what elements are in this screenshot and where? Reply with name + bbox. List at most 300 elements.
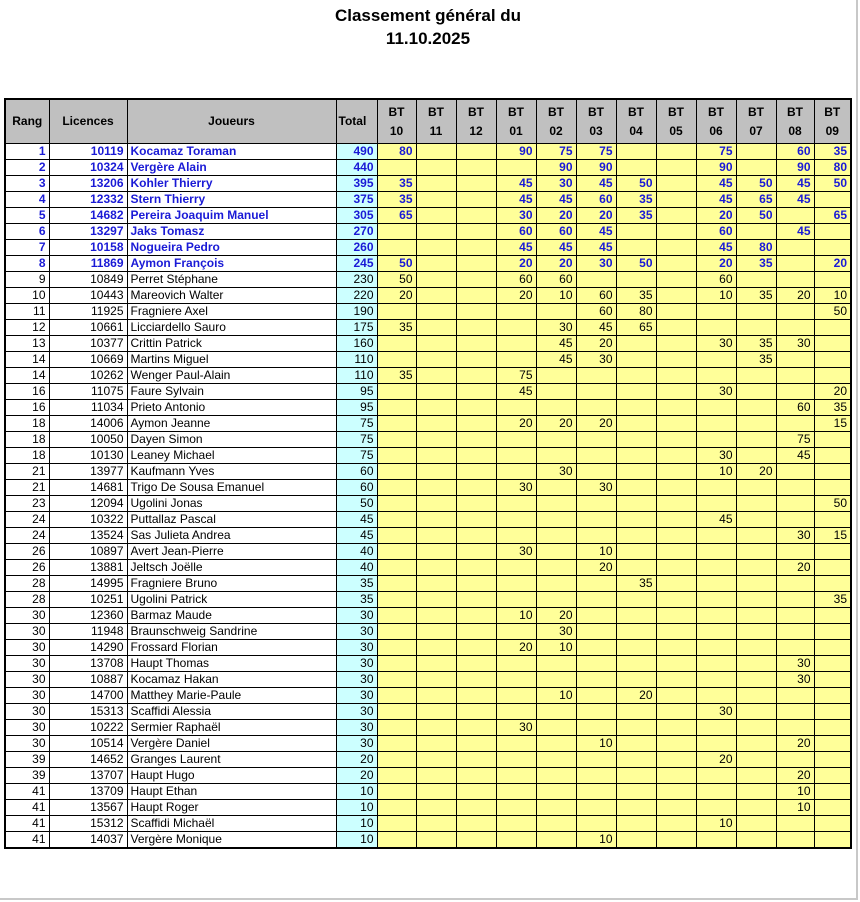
table-row bbox=[5, 144, 851, 160]
points-cell bbox=[814, 192, 851, 208]
points-cell: 60 bbox=[776, 144, 814, 160]
points-cell: 60 bbox=[776, 400, 814, 416]
table-row bbox=[5, 688, 851, 704]
table-row bbox=[5, 352, 851, 368]
points-cell bbox=[576, 576, 616, 592]
points-cell bbox=[736, 160, 776, 176]
licence-cell: 10377 bbox=[49, 336, 127, 352]
points-cell: 50 bbox=[736, 208, 776, 224]
points-cell: 80 bbox=[814, 160, 851, 176]
points-cell bbox=[456, 800, 496, 816]
points-cell bbox=[377, 544, 416, 560]
header-bt-label: BT bbox=[468, 104, 484, 119]
player-name-cell: Aymon François bbox=[127, 256, 336, 272]
points-cell bbox=[377, 480, 416, 496]
points-cell bbox=[576, 496, 616, 512]
points-cell: 20 bbox=[696, 752, 736, 768]
points-cell: 35 bbox=[377, 368, 416, 384]
points-cell bbox=[456, 256, 496, 272]
points-cell bbox=[736, 512, 776, 528]
points-cell bbox=[616, 816, 656, 832]
points-cell: 20 bbox=[496, 416, 536, 432]
points-cell bbox=[776, 592, 814, 608]
points-cell bbox=[656, 256, 696, 272]
points-cell bbox=[814, 512, 851, 528]
header-bt-04 bbox=[616, 99, 656, 144]
rank-cell: 30 bbox=[5, 624, 49, 640]
points-cell bbox=[696, 480, 736, 496]
header-bt-label: BT bbox=[428, 104, 444, 119]
points-cell bbox=[696, 784, 736, 800]
header-bt-02 bbox=[536, 99, 576, 144]
points-cell bbox=[377, 672, 416, 688]
player-name-cell: Sas Julieta Andrea bbox=[127, 528, 336, 544]
points-cell: 35 bbox=[377, 176, 416, 192]
licence-cell: 14006 bbox=[49, 416, 127, 432]
points-cell: 45 bbox=[536, 192, 576, 208]
points-cell bbox=[656, 352, 696, 368]
points-cell bbox=[656, 464, 696, 480]
header-bt-number: 03 bbox=[589, 123, 603, 138]
points-cell bbox=[576, 432, 616, 448]
points-cell bbox=[456, 528, 496, 544]
header-bt-08 bbox=[776, 99, 814, 144]
points-cell: 30 bbox=[496, 720, 536, 736]
licence-cell: 11925 bbox=[49, 304, 127, 320]
points-cell bbox=[616, 720, 656, 736]
rank-cell: 41 bbox=[5, 800, 49, 816]
rank-cell: 30 bbox=[5, 688, 49, 704]
points-cell: 90 bbox=[496, 144, 536, 160]
licence-cell: 10119 bbox=[49, 144, 127, 160]
licence-cell: 10849 bbox=[49, 272, 127, 288]
points-cell: 20 bbox=[377, 288, 416, 304]
points-cell bbox=[576, 448, 616, 464]
points-cell bbox=[377, 752, 416, 768]
licence-cell: 12094 bbox=[49, 496, 127, 512]
points-cell bbox=[736, 672, 776, 688]
points-cell: 10 bbox=[776, 800, 814, 816]
table-row bbox=[5, 416, 851, 432]
points-cell bbox=[776, 208, 814, 224]
points-cell: 75 bbox=[776, 432, 814, 448]
table-row bbox=[5, 576, 851, 592]
total-cell: 490 bbox=[336, 144, 377, 160]
points-cell: 20 bbox=[776, 560, 814, 576]
points-cell bbox=[656, 832, 696, 849]
rank-cell: 41 bbox=[5, 832, 49, 849]
table-row bbox=[5, 256, 851, 272]
points-cell bbox=[814, 688, 851, 704]
points-cell bbox=[814, 672, 851, 688]
points-cell bbox=[656, 432, 696, 448]
table-row bbox=[5, 544, 851, 560]
points-cell bbox=[496, 752, 536, 768]
points-cell bbox=[456, 160, 496, 176]
points-cell bbox=[416, 352, 456, 368]
points-cell: 80 bbox=[616, 304, 656, 320]
points-cell bbox=[696, 592, 736, 608]
points-cell bbox=[456, 576, 496, 592]
points-cell bbox=[377, 608, 416, 624]
points-cell bbox=[776, 816, 814, 832]
points-cell bbox=[776, 576, 814, 592]
points-cell bbox=[377, 352, 416, 368]
page-title bbox=[0, 4, 856, 50]
points-cell bbox=[456, 688, 496, 704]
points-cell bbox=[536, 832, 576, 849]
points-cell bbox=[736, 832, 776, 849]
points-cell bbox=[616, 608, 656, 624]
total-cell: 75 bbox=[336, 432, 377, 448]
total-cell: 305 bbox=[336, 208, 377, 224]
points-cell bbox=[416, 544, 456, 560]
points-cell: 35 bbox=[736, 352, 776, 368]
points-cell bbox=[496, 448, 536, 464]
table-row bbox=[5, 336, 851, 352]
points-cell bbox=[736, 304, 776, 320]
licence-cell: 10514 bbox=[49, 736, 127, 752]
player-name-cell: Ugolini Jonas bbox=[127, 496, 336, 512]
points-cell: 20 bbox=[536, 608, 576, 624]
points-cell bbox=[456, 400, 496, 416]
points-cell bbox=[456, 736, 496, 752]
points-cell bbox=[736, 368, 776, 384]
points-cell bbox=[776, 320, 814, 336]
points-cell bbox=[776, 512, 814, 528]
points-cell bbox=[616, 432, 656, 448]
player-name-cell: Dayen Simon bbox=[127, 432, 336, 448]
points-cell bbox=[536, 384, 576, 400]
points-cell bbox=[456, 672, 496, 688]
licence-cell: 13206 bbox=[49, 176, 127, 192]
points-cell bbox=[814, 768, 851, 784]
points-cell bbox=[536, 672, 576, 688]
points-cell bbox=[456, 752, 496, 768]
rank-cell: 30 bbox=[5, 640, 49, 656]
points-cell bbox=[616, 768, 656, 784]
points-cell bbox=[576, 720, 616, 736]
points-cell bbox=[616, 160, 656, 176]
points-cell bbox=[776, 704, 814, 720]
total-cell: 230 bbox=[336, 272, 377, 288]
points-cell: 15 bbox=[814, 528, 851, 544]
points-cell bbox=[616, 240, 656, 256]
licence-cell: 11948 bbox=[49, 624, 127, 640]
points-cell: 30 bbox=[696, 336, 736, 352]
points-cell bbox=[776, 624, 814, 640]
player-name-cell: Prieto Antonio bbox=[127, 400, 336, 416]
rank-cell: 9 bbox=[5, 272, 49, 288]
player-name-cell: Crittin Patrick bbox=[127, 336, 336, 352]
points-cell bbox=[656, 144, 696, 160]
points-cell bbox=[456, 496, 496, 512]
points-cell: 35 bbox=[814, 592, 851, 608]
header-bt-10 bbox=[377, 99, 416, 144]
points-cell bbox=[814, 608, 851, 624]
licence-cell: 12360 bbox=[49, 608, 127, 624]
points-cell: 60 bbox=[576, 304, 616, 320]
points-cell bbox=[814, 656, 851, 672]
total-cell: 30 bbox=[336, 656, 377, 672]
licence-cell: 10158 bbox=[49, 240, 127, 256]
rank-cell: 2 bbox=[5, 160, 49, 176]
total-cell: 270 bbox=[336, 224, 377, 240]
total-cell: 95 bbox=[336, 400, 377, 416]
rank-cell: 21 bbox=[5, 480, 49, 496]
header-bt-number: 10 bbox=[389, 123, 404, 138]
rank-cell: 13 bbox=[5, 336, 49, 352]
points-cell bbox=[456, 784, 496, 800]
rank-cell: 26 bbox=[5, 544, 49, 560]
points-cell: 50 bbox=[616, 176, 656, 192]
points-cell bbox=[496, 320, 536, 336]
header-bt-number: 04 bbox=[629, 123, 643, 138]
points-cell bbox=[776, 416, 814, 432]
points-cell bbox=[616, 704, 656, 720]
total-cell: 220 bbox=[336, 288, 377, 304]
points-cell: 10 bbox=[696, 288, 736, 304]
points-cell bbox=[814, 464, 851, 480]
points-cell bbox=[496, 304, 536, 320]
points-cell: 10 bbox=[536, 688, 576, 704]
points-cell: 10 bbox=[576, 736, 616, 752]
header-bt-label: BT bbox=[388, 104, 405, 119]
points-cell bbox=[496, 784, 536, 800]
points-cell bbox=[456, 352, 496, 368]
rank-cell: 39 bbox=[5, 752, 49, 768]
points-cell: 20 bbox=[736, 464, 776, 480]
points-cell bbox=[776, 352, 814, 368]
points-cell bbox=[416, 496, 456, 512]
points-cell bbox=[736, 784, 776, 800]
points-cell bbox=[696, 768, 736, 784]
table-row bbox=[5, 240, 851, 256]
header-rang: Rang bbox=[5, 99, 49, 144]
table-header bbox=[5, 99, 851, 144]
points-cell: 10 bbox=[776, 784, 814, 800]
points-cell bbox=[456, 144, 496, 160]
points-cell: 20 bbox=[536, 208, 576, 224]
points-cell bbox=[456, 464, 496, 480]
points-cell bbox=[576, 688, 616, 704]
points-cell bbox=[536, 560, 576, 576]
player-name-cell: Fragniere Axel bbox=[127, 304, 336, 320]
points-cell bbox=[416, 800, 456, 816]
licence-cell: 11075 bbox=[49, 384, 127, 400]
header-bt-label: BT bbox=[824, 104, 841, 119]
table-row bbox=[5, 176, 851, 192]
points-cell bbox=[496, 400, 536, 416]
table-row bbox=[5, 784, 851, 800]
title-line-2: 11.10.2025 bbox=[385, 29, 471, 48]
licence-cell: 10322 bbox=[49, 512, 127, 528]
header-bt-label: BT bbox=[588, 104, 604, 119]
points-cell bbox=[536, 736, 576, 752]
points-cell bbox=[616, 784, 656, 800]
total-cell: 260 bbox=[336, 240, 377, 256]
points-cell bbox=[656, 192, 696, 208]
points-cell bbox=[416, 736, 456, 752]
points-cell bbox=[416, 416, 456, 432]
points-cell bbox=[616, 336, 656, 352]
points-cell bbox=[656, 640, 696, 656]
points-cell bbox=[696, 304, 736, 320]
points-cell bbox=[496, 592, 536, 608]
points-cell bbox=[536, 512, 576, 528]
rank-cell: 12 bbox=[5, 320, 49, 336]
points-cell bbox=[656, 512, 696, 528]
points-cell bbox=[377, 464, 416, 480]
header-bt-label: BT bbox=[708, 104, 724, 119]
points-cell bbox=[496, 832, 536, 849]
points-cell bbox=[814, 272, 851, 288]
points-cell bbox=[416, 336, 456, 352]
points-cell: 65 bbox=[736, 192, 776, 208]
total-cell: 30 bbox=[336, 624, 377, 640]
points-cell: 20 bbox=[616, 688, 656, 704]
points-cell bbox=[776, 480, 814, 496]
points-cell bbox=[576, 624, 616, 640]
points-cell: 50 bbox=[616, 256, 656, 272]
points-cell: 35 bbox=[814, 144, 851, 160]
header-bt-03 bbox=[576, 99, 616, 144]
licence-cell: 13708 bbox=[49, 656, 127, 672]
points-cell bbox=[776, 720, 814, 736]
total-cell: 50 bbox=[336, 496, 377, 512]
header-bt-09 bbox=[814, 99, 851, 144]
points-cell bbox=[696, 624, 736, 640]
points-cell: 60 bbox=[696, 272, 736, 288]
points-cell bbox=[814, 544, 851, 560]
points-cell bbox=[536, 784, 576, 800]
points-cell bbox=[416, 832, 456, 849]
header-bt-label: BT bbox=[628, 104, 644, 119]
points-cell: 35 bbox=[377, 320, 416, 336]
table-row bbox=[5, 672, 851, 688]
points-cell: 60 bbox=[496, 272, 536, 288]
total-cell: 95 bbox=[336, 384, 377, 400]
points-cell bbox=[776, 240, 814, 256]
points-cell bbox=[416, 816, 456, 832]
points-cell bbox=[776, 256, 814, 272]
points-cell bbox=[456, 448, 496, 464]
licence-cell: 14290 bbox=[49, 640, 127, 656]
points-cell: 50 bbox=[377, 272, 416, 288]
points-cell bbox=[536, 432, 576, 448]
points-cell bbox=[377, 304, 416, 320]
points-cell bbox=[416, 656, 456, 672]
points-cell bbox=[576, 464, 616, 480]
points-cell bbox=[656, 560, 696, 576]
points-cell bbox=[576, 816, 616, 832]
licence-cell: 10251 bbox=[49, 592, 127, 608]
points-cell bbox=[496, 160, 536, 176]
points-cell bbox=[656, 752, 696, 768]
total-cell: 35 bbox=[336, 592, 377, 608]
points-cell bbox=[656, 784, 696, 800]
points-cell bbox=[616, 352, 656, 368]
table-row bbox=[5, 464, 851, 480]
table-row bbox=[5, 736, 851, 752]
rank-cell: 14 bbox=[5, 368, 49, 384]
points-cell bbox=[736, 800, 776, 816]
total-cell: 30 bbox=[336, 736, 377, 752]
points-cell: 20 bbox=[814, 384, 851, 400]
points-cell: 20 bbox=[576, 336, 616, 352]
points-cell: 20 bbox=[814, 256, 851, 272]
points-cell: 60 bbox=[576, 192, 616, 208]
points-cell bbox=[616, 736, 656, 752]
points-cell: 30 bbox=[576, 352, 616, 368]
points-cell bbox=[576, 528, 616, 544]
table-row bbox=[5, 304, 851, 320]
points-cell bbox=[814, 816, 851, 832]
total-cell: 10 bbox=[336, 832, 377, 849]
total-cell: 440 bbox=[336, 160, 377, 176]
points-cell bbox=[616, 224, 656, 240]
points-cell bbox=[656, 624, 696, 640]
points-cell: 80 bbox=[377, 144, 416, 160]
total-cell: 30 bbox=[336, 640, 377, 656]
points-cell: 80 bbox=[736, 240, 776, 256]
points-cell bbox=[814, 352, 851, 368]
points-cell bbox=[456, 224, 496, 240]
points-cell: 35 bbox=[616, 576, 656, 592]
points-cell bbox=[496, 432, 536, 448]
header-bt-number: 08 bbox=[788, 123, 802, 138]
points-cell: 50 bbox=[814, 176, 851, 192]
total-cell: 30 bbox=[336, 704, 377, 720]
table-row bbox=[5, 560, 851, 576]
rank-cell: 23 bbox=[5, 496, 49, 512]
rank-cell: 7 bbox=[5, 240, 49, 256]
player-name-cell: Stern Thierry bbox=[127, 192, 336, 208]
rank-cell: 5 bbox=[5, 208, 49, 224]
points-cell bbox=[456, 592, 496, 608]
points-cell bbox=[377, 400, 416, 416]
licence-cell: 10443 bbox=[49, 288, 127, 304]
points-cell: 20 bbox=[496, 288, 536, 304]
points-cell bbox=[776, 688, 814, 704]
points-cell: 45 bbox=[776, 192, 814, 208]
player-name-cell: Ugolini Patrick bbox=[127, 592, 336, 608]
points-cell: 10 bbox=[814, 288, 851, 304]
points-cell: 20 bbox=[536, 256, 576, 272]
points-cell bbox=[456, 304, 496, 320]
rank-cell: 18 bbox=[5, 448, 49, 464]
points-cell bbox=[736, 432, 776, 448]
total-cell: 35 bbox=[336, 576, 377, 592]
player-name-cell: Pereira Joaquim Manuel bbox=[127, 208, 336, 224]
total-cell: 375 bbox=[336, 192, 377, 208]
points-cell bbox=[736, 768, 776, 784]
points-cell bbox=[656, 304, 696, 320]
points-cell bbox=[377, 800, 416, 816]
points-cell bbox=[814, 704, 851, 720]
points-cell: 20 bbox=[536, 416, 576, 432]
points-cell bbox=[416, 192, 456, 208]
header-licences: Licences bbox=[49, 99, 127, 144]
points-cell: 15 bbox=[814, 416, 851, 432]
points-cell bbox=[416, 240, 456, 256]
points-cell bbox=[616, 528, 656, 544]
points-cell bbox=[456, 240, 496, 256]
points-cell bbox=[416, 720, 456, 736]
player-name-cell: Braunschweig Sandrine bbox=[127, 624, 336, 640]
player-name-cell: Kocamaz Toraman bbox=[127, 144, 336, 160]
player-name-cell: Granges Laurent bbox=[127, 752, 336, 768]
